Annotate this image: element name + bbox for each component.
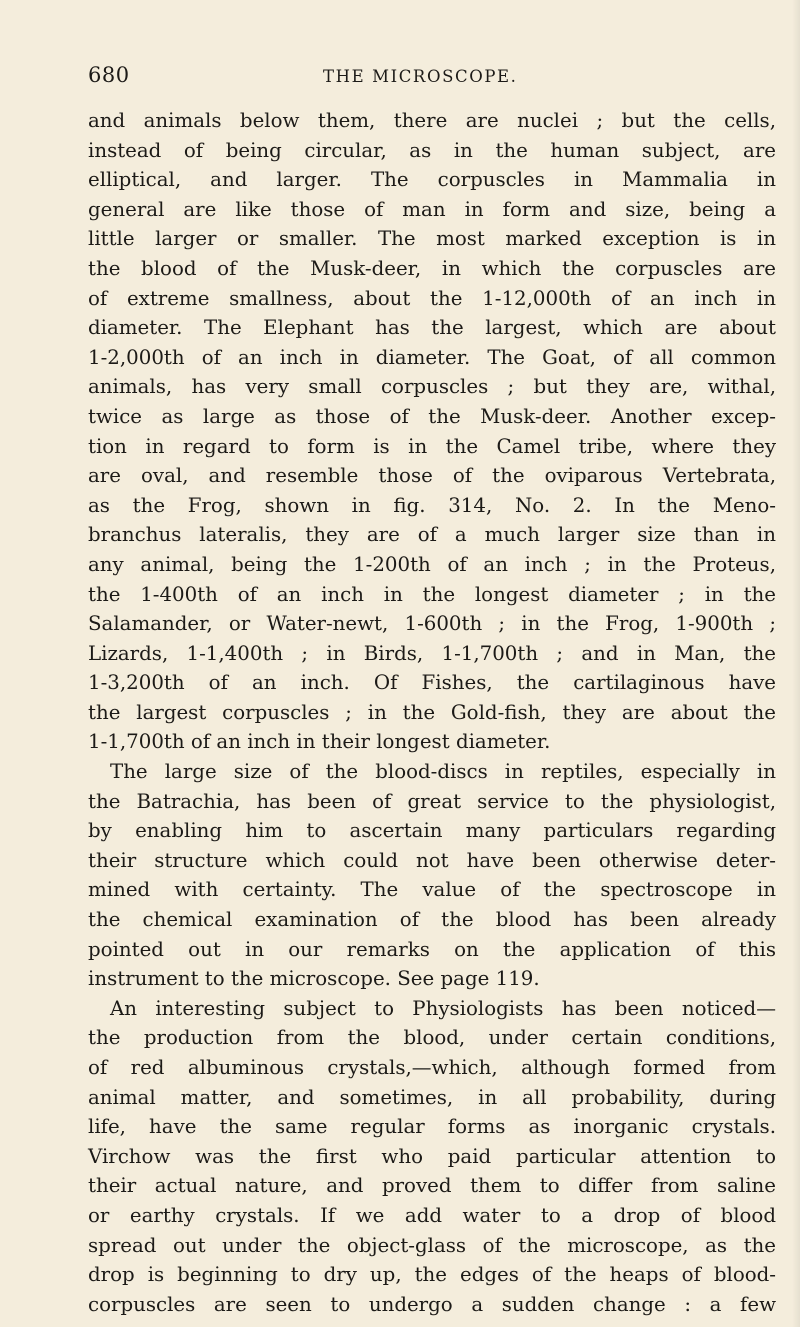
text-line: mined with certainty. The value of the spectroscope in [88, 878, 776, 902]
page-number: 680 [88, 63, 130, 87]
paragraph-start-line: An interesting subject to Physiologists has been noticed— [110, 996, 776, 1020]
text-line: elliptical, and larger. The corpuscles in Mammalia in [88, 168, 776, 192]
text-line: are oval, and resemble those of the oviparous Vertebrata, [88, 464, 776, 488]
text-line: the 1-400th of an inch in the longest diameter ; in the [88, 582, 776, 606]
body-text [88, 106, 776, 1319]
text-line: 1-2,000th of an inch in diameter. The Goat, of all common [88, 345, 776, 369]
text-line: of extreme smallness, about the 1-12,000th of an inch in [88, 286, 776, 310]
text-line: life, have the same regular forms as inorganic crystals. [88, 1115, 776, 1139]
text-line: the largest corpuscles ; in the Gold-fish, they are about the [88, 700, 776, 724]
text-line: branchus lateralis, they are of a much larger size than in [88, 523, 776, 547]
text-line: the blood of the Musk-deer, in which the corpuscles are [88, 256, 776, 280]
page-edge-shadow [792, 0, 800, 1327]
text-line: their structure which could not have been otherwise deter- [88, 848, 776, 872]
text-line: little larger or smaller. The most marked exception is in [88, 227, 776, 251]
text-line: Lizards, 1-1,400th ; in Birds, 1-1,700th ; and in Man, the [88, 641, 776, 665]
text-line: Virchow was the first who paid particular attention to [88, 1144, 776, 1168]
text-line: the production from the blood, under certain conditions, [88, 1026, 776, 1050]
text-line: general are like those of man in form and size, being a [88, 197, 776, 221]
text-line: or earthy crystals. If we add water to a drop of blood [88, 1203, 776, 1227]
text-line: spread out under the object-glass of the microscope, as the [88, 1233, 776, 1257]
text-line: as the Frog, shown in fig. 314, No. 2. In the Meno- [88, 493, 776, 517]
text-line: Salamander, or Water-newt, 1-600th ; in the Frog, 1-900th ; [88, 612, 776, 636]
text-line: their actual nature, and proved them to differ from saline [88, 1174, 776, 1198]
text-line: animals, has very small corpuscles ; but they are, withal, [88, 375, 776, 399]
text-line: any animal, being the 1-200th of an inch ; in the Proteus, [88, 552, 776, 576]
running-title: THE MICROSCOPE. [323, 67, 518, 86]
text-line: 1-3,200th of an inch. Of Fishes, the cartilaginous have [88, 671, 776, 695]
paragraph-end-line: 1-1,700th of an inch in their longest diameter. [88, 730, 551, 754]
text-line: animal matter, and sometimes, in all probability, during [88, 1085, 776, 1109]
text-line: twice as large as those of the Musk-deer. Another excep- [88, 404, 776, 428]
page-header [88, 63, 776, 93]
text-line: and animals below them, there are nuclei ; but the cells, [88, 109, 776, 132]
text-line: instead of being circular, as in the human subject, are [88, 138, 776, 162]
text-line: the Batrachia, has been of great service to the physiologist, [88, 789, 776, 813]
text-line: drop is beginning to dry up, the edges of the heaps of blood- [88, 1263, 776, 1287]
text-line: diameter. The Elephant has the largest, which are about [88, 316, 776, 340]
text-line: pointed out in our remarks on the application of this [88, 937, 776, 961]
paragraph-start-line: The large size of the blood-discs in reptiles, especially in [110, 760, 776, 784]
text-line: by enabling him to ascertain many particulars regarding [88, 819, 776, 843]
paragraph-end-line: instrument to the microscope. See page 119. [88, 967, 540, 991]
text-line: corpuscles are seen to undergo a sudden change : a few [88, 1292, 776, 1316]
text-line: of red albuminous crystals,—which, although formed from [88, 1056, 776, 1079]
text-line: tion in regard to form is in the Camel tribe, where they [88, 434, 776, 458]
text-line: the chemical examination of the blood has been already [88, 908, 776, 932]
